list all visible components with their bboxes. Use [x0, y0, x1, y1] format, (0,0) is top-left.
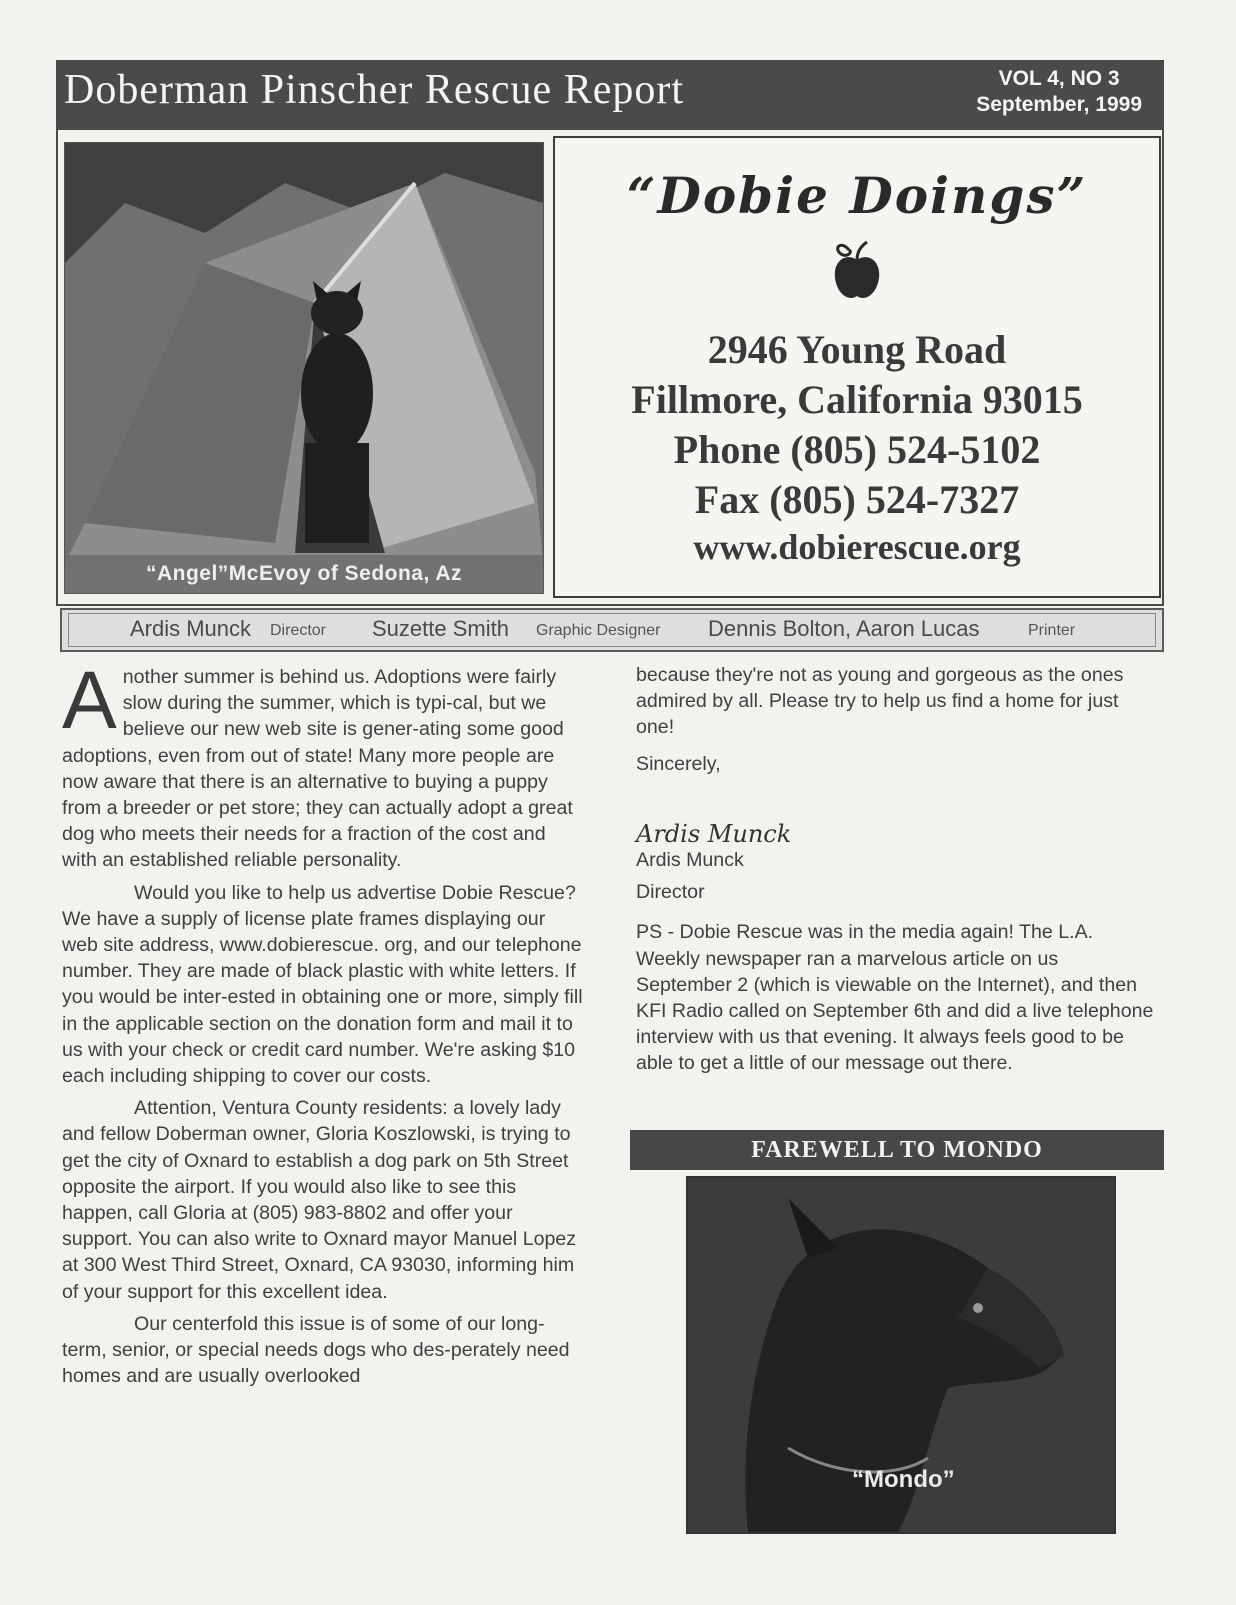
cover-photo: [64, 142, 544, 594]
article-right-column: [636, 662, 1156, 1077]
issue-date: September, 1999: [976, 93, 1142, 116]
cover-photo-caption: “Angel”McEvoy of Sedona, Az: [65, 555, 543, 593]
fax-number: Fax (805) 524-7327: [694, 477, 1020, 522]
closing-salutation: Sincerely,: [636, 752, 721, 775]
article-paragraph-3: Attention, Ventura County residents: a lovely lady and fellow Doberman owner, Gloria Koszlowski, is trying to get the city of Oxnard to establish a dog park on 5th Street opposite the airport. If you would also like to see this happen, call Gloria at (805) 983-8802 and offer your support. You can also write to Oxnard mayor Manuel Lopez at 300 West Third Street, Oxnard, CA 93030, informing him of your support for this excellent idea.: [62, 1097, 577, 1303]
phone-number: Phone (805) 524-5102: [673, 427, 1041, 472]
contact-box: [553, 136, 1161, 598]
article-paragraph-5: because they're not as young and gorgeous as the ones admired by all. Please try to help us find a home for just one!: [636, 664, 1124, 739]
director-name: Ardis Munck: [130, 616, 252, 641]
apple-icon: [827, 238, 887, 304]
article-paragraph-2: Would you like to help us advertise Dobie Rescue? We have a supply of license plate frames displaying our web site address, www.dobierescue. org, and our telephone number. They are made of black plastic with white letters. If you would be inter-ested in obtaining one or more, simply fill in the applicable section on the donation form and mail it to us with your check or credit card number. We're asking $10 each including shipping to cover our costs.: [62, 881, 583, 1088]
address-street: 2946 Young Road: [707, 327, 1007, 372]
tent-dog-illustration: [65, 143, 543, 593]
drop-cap: A: [62, 655, 117, 746]
designer-name: Suzette Smith: [372, 616, 509, 641]
newsletter-title: Doberman Pinscher Rescue Report: [64, 67, 685, 113]
issue-info: [976, 66, 1142, 118]
printer-names: Dennis Bolton, Aaron Lucas: [708, 616, 980, 641]
issue-volume: VOL 4, NO 3: [998, 67, 1120, 90]
article-paragraph-4: Our centerfold this issue is of some of our long-term, senior, or special needs dogs who des-perately need homes and are usually overlooked: [62, 1312, 570, 1388]
farewell-heading: FAREWELL TO MONDO: [630, 1130, 1164, 1170]
postscript: PS - Dobie Rescue was in the media again! The L.A. Weekly newspaper ran a marvelous article on us September 2 (which is viewable on the Internet), and then KFI Radio called on September 6th and did a live telephone interview with us that evening. It always feels good to be able to get a little of our message out there.: [636, 921, 1154, 1075]
dobie-doings-logo: “Dobie Doings”: [626, 166, 1088, 225]
signer-title: Director: [636, 881, 705, 904]
mondo-photo: [686, 1176, 1116, 1534]
website-url: www.dobierescue.org: [693, 527, 1021, 567]
director-role: Director: [270, 622, 327, 639]
signer-name: Ardis Munck: [636, 849, 744, 872]
masthead: [56, 60, 1164, 128]
article-left-column: [62, 655, 584, 1389]
printer-role: Printer: [1028, 622, 1076, 639]
designer-role: Graphic Designer: [536, 622, 661, 639]
staff-credits-bar: [60, 608, 1164, 652]
article-paragraph-1-text: nother summer is behind us. Adoptions were fairly slow during the summer, which is typi-cal, but we believe our new web site is gener-ating some good adoptions, even from out of state! Many more people are now aware that there is an alternative to buying a puppy from a breeder or pet store; they can actually adopt a great dog who meets their needs for a fraction of the cost and with an established reliable personality.: [62, 666, 573, 872]
address-city: Fillmore, California 93015: [631, 377, 1083, 422]
handwritten-signature: Ardis Munck: [636, 819, 792, 848]
article-paragraph-1: [62, 655, 584, 874]
mondo-caption: “Mondo”: [852, 1466, 955, 1493]
